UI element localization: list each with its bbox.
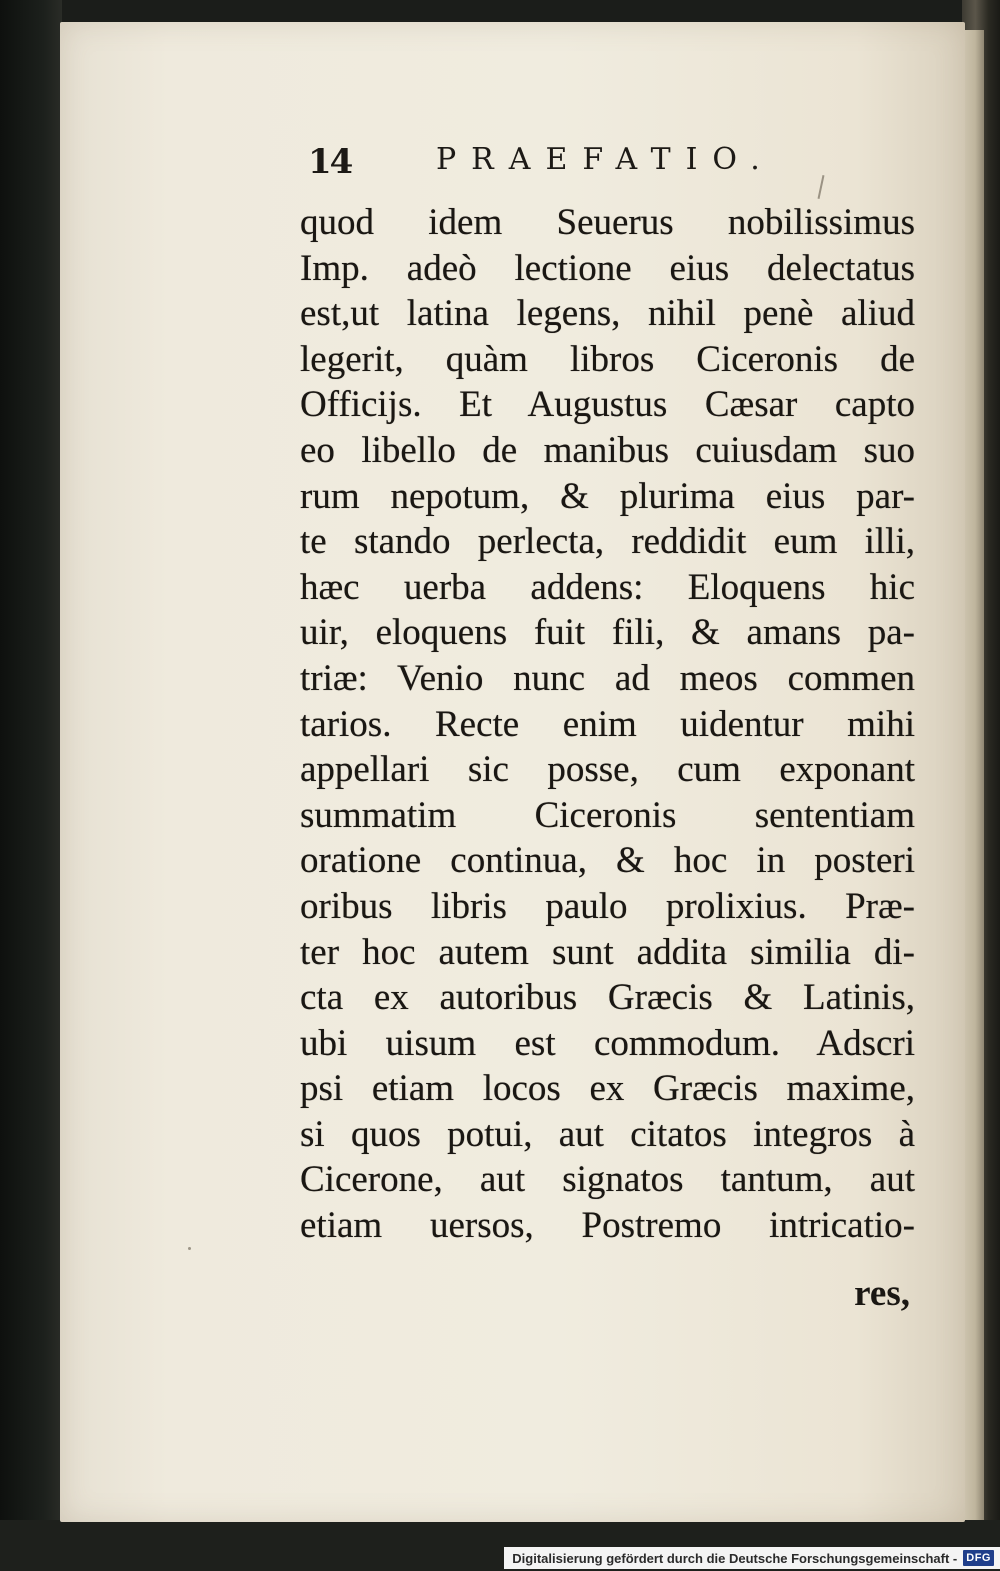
catchword: res, bbox=[854, 1273, 910, 1314]
text-line: rum nepotum, & plurima eius par- bbox=[300, 475, 915, 517]
text-line: legerit, quàm libros Ciceronis de bbox=[300, 338, 915, 380]
text-line: ter hoc autem sunt addita similia di- bbox=[300, 931, 915, 973]
text-line: Officijs. Et Augustus Cæsar capto bbox=[300, 384, 915, 426]
credit-text: Digitalisierung gefördert durch die Deutsche Forschungsgemeinschaft - bbox=[512, 1550, 958, 1566]
text-line: appellari sic posse, cum exponant bbox=[300, 749, 915, 791]
text-line: triæ: Venio nunc ad meos commen bbox=[300, 657, 915, 699]
text-line: oratione continua, & hoc in posteri bbox=[300, 840, 915, 882]
running-title: PRAEFATIO. bbox=[436, 142, 775, 177]
text-line: uir, eloquens fuit fili, & amans pa- bbox=[300, 612, 915, 654]
digitization-credit bbox=[504, 1547, 1000, 1569]
ink-mark bbox=[188, 1247, 191, 1250]
text-line: cta ex autoribus Græcis & Latinis, bbox=[300, 977, 915, 1019]
book-page-stack bbox=[962, 30, 984, 1525]
text-line: eo libello de manibus cuiusdam suo bbox=[300, 429, 915, 471]
text-line: psi etiam locos ex Græcis maxime, bbox=[300, 1068, 915, 1110]
text-line: ubi uisum est commodum. Adscri bbox=[300, 1022, 915, 1064]
text-line: te stando perlecta, reddidit eum illi, bbox=[300, 521, 915, 563]
body-text bbox=[300, 200, 915, 1249]
text-line: oribus libris paulo prolixius. Præ- bbox=[300, 885, 915, 927]
text-line: hæc uerba addens: Eloquens hic bbox=[300, 566, 915, 608]
text-line: etiam uersos, Postremo intricatio- bbox=[300, 1205, 915, 1247]
text-line: Imp. adeò lectione eius delectatus bbox=[300, 247, 915, 289]
text-line: est,ut latina legens, nihil penè aliud bbox=[300, 293, 915, 335]
page-header bbox=[308, 142, 908, 192]
text-line: tarios. Recte enim uidentur mihi bbox=[300, 703, 915, 745]
page-number: 14 bbox=[308, 142, 352, 182]
text-line: Cicerone, aut signatos tantum, aut bbox=[300, 1159, 915, 1201]
dfg-logo: DFG bbox=[963, 1550, 994, 1566]
text-line: summatim Ciceronis sententiam bbox=[300, 794, 915, 836]
scan-left-shadow bbox=[0, 0, 62, 1571]
text-line: quod idem Seuerus nobilissimus bbox=[300, 202, 915, 243]
text-line: si quos potui, aut citatos integros à bbox=[300, 1113, 915, 1155]
